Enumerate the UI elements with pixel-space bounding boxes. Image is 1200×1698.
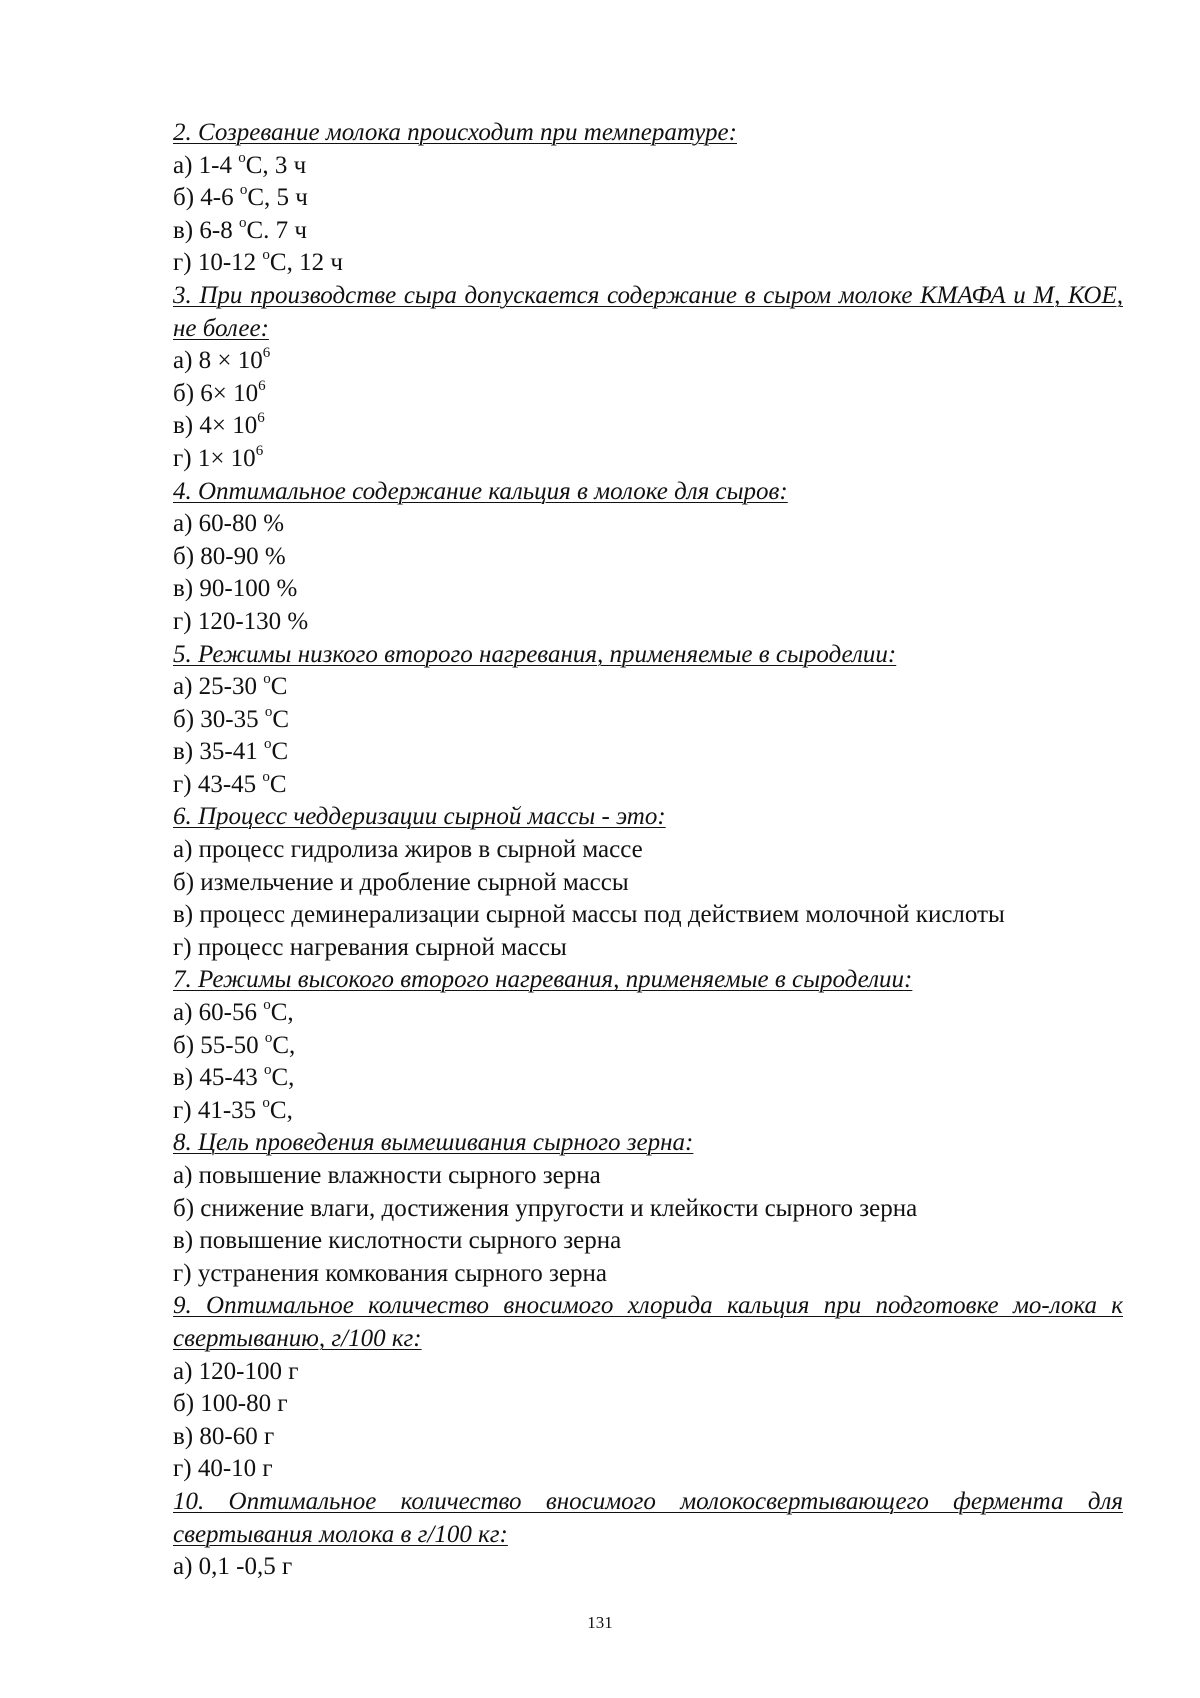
answer-option-unit: С, 3 ч — [245, 151, 307, 179]
answer-option-unit: С, 5 ч — [247, 184, 308, 212]
answer-option-unit: С. 7 ч — [246, 216, 307, 244]
question-block — [173, 280, 1123, 476]
answer-option — [173, 1421, 1123, 1454]
answer-option-unit: С, 12 ч — [269, 249, 343, 277]
answer-option — [173, 541, 1123, 574]
answer-option — [173, 997, 1123, 1030]
answer-option-text: а) повышение влажности сырного зерна — [173, 1162, 601, 1189]
answer-option-text: а) 1-4 — [173, 151, 239, 179]
answer-option — [173, 1453, 1123, 1486]
answer-option-text: в) 4× 10 — [173, 412, 258, 440]
answer-option-text: а) 25-30 — [173, 673, 264, 701]
answer-option-text: в) 90-100 % — [173, 575, 298, 603]
answer-option-unit: С — [270, 673, 288, 701]
answer-option-superscript: о — [264, 703, 273, 720]
answer-option-text: в) повышение кислотности сырного зерна — [173, 1227, 622, 1255]
answer-option-text: а) 60-56 — [173, 999, 264, 1027]
answer-option-text: а) 60-80 % — [173, 510, 285, 538]
question-text: 3. При производстве сыра допускается содержание в сыром молоке КМАФА и М, КОЕ, не более: — [173, 281, 1123, 342]
answer-option-superscript: о — [239, 182, 248, 199]
answer-option — [173, 182, 1123, 215]
question-block — [173, 639, 1123, 802]
answer-option-text: б) 6× 10 — [173, 379, 259, 407]
answer-option-unit: С, — [271, 1064, 295, 1092]
question-text: 6. Процесс чеддеризации сырной массы - это: — [173, 803, 666, 831]
question-block — [173, 964, 1123, 1127]
question-text: 5. Режимы низкого второго нагревания, применяемые в сыроделии: — [173, 640, 897, 668]
answer-option — [173, 769, 1123, 802]
answer-option-text: а) 120-100 г — [173, 1357, 299, 1385]
question-block — [173, 1486, 1123, 1584]
answer-option-text: в) 35-41 — [173, 738, 264, 766]
answer-option — [173, 671, 1123, 704]
answer-option-text: б) 55-50 — [173, 1031, 265, 1059]
answer-option-text: в) 6-8 — [173, 216, 239, 244]
question-text: 4. Оптимальное содержание кальция в молоке для сыров: — [173, 477, 788, 505]
answer-option-text: в) 45-43 — [173, 1064, 264, 1092]
document-body — [173, 117, 1123, 1584]
answer-option-text: б) 100-80 г — [173, 1390, 288, 1418]
answer-option — [173, 1062, 1123, 1095]
answer-option — [173, 899, 1123, 932]
answer-option — [173, 1095, 1123, 1128]
answer-option — [173, 834, 1123, 867]
answer-option — [173, 1193, 1123, 1226]
answer-option-text: г) устранения комкования сырного зерна — [173, 1259, 608, 1287]
answer-option-text: а) 8 × 10 — [173, 347, 263, 375]
answer-option-unit: С — [272, 705, 290, 733]
answer-option-text: б) 4-6 — [173, 184, 240, 212]
question-block — [173, 476, 1123, 639]
answer-option — [173, 215, 1123, 248]
answer-option-text: б) снижение влаги, достижения упругости и клейкости сырного зерна — [173, 1194, 918, 1222]
answer-option — [173, 1388, 1123, 1421]
answer-option-superscript: 6 — [258, 377, 266, 394]
question-block — [173, 1290, 1123, 1486]
answer-option — [173, 867, 1123, 900]
answer-option-text: г) 10-12 — [173, 249, 263, 277]
answer-option-unit: С, — [272, 1031, 296, 1059]
answer-option — [173, 1160, 1123, 1193]
answer-option-superscript: 6 — [255, 442, 264, 459]
answer-option-superscript: о — [262, 247, 270, 264]
question-text: 2. Созревание молока происходит при температуре: — [173, 119, 737, 146]
page-number: 131 — [587, 1613, 613, 1632]
question-block — [173, 801, 1123, 964]
answer-option-superscript: 6 — [257, 410, 265, 427]
answer-option-text: г) 41-35 — [173, 1096, 263, 1124]
answer-option-text: г) 40-10 г — [173, 1455, 273, 1483]
question-block — [173, 1127, 1123, 1290]
answer-option-text: г) 120-130 % — [173, 607, 309, 635]
answer-option-superscript: 6 — [262, 345, 271, 362]
answer-option — [173, 573, 1123, 606]
answer-option — [173, 1225, 1123, 1258]
answer-option — [173, 247, 1123, 280]
answer-option — [173, 345, 1123, 378]
answer-option — [173, 606, 1123, 639]
answer-option-superscript: о — [263, 736, 272, 753]
answer-option-text: б) 30-35 — [173, 705, 265, 733]
question-text: 9. Оптимальное количество вносимого хлорида кальция при подготовке мо-лока к свертыванию, г/100 кг: — [173, 1292, 1123, 1352]
answer-option — [173, 443, 1123, 476]
answer-option — [173, 508, 1123, 541]
answer-option-superscript: о — [238, 149, 246, 166]
answer-option-text: б) 80-90 % — [173, 542, 286, 570]
answer-option — [173, 1551, 1123, 1584]
answer-option-unit: С — [271, 738, 289, 766]
question-text: 10. Оптимальное количество вносимого молокосвертывающего фермента для свертывания молока в г/100 кг: — [173, 1487, 1123, 1548]
answer-option — [173, 1258, 1123, 1291]
answer-option-text: а) процесс гидролиза жиров в сырной массе — [173, 836, 643, 864]
answer-option-superscript: о — [263, 1062, 272, 1079]
answer-option-text: б) измельчение и дробление сырной массы — [173, 868, 629, 896]
answer-option-superscript: о — [262, 1094, 270, 1111]
answer-option-text: а) 0,1 -0,5 г — [173, 1553, 293, 1581]
answer-option-superscript: о — [263, 671, 271, 688]
answer-option-text: г) 1× 10 — [173, 444, 256, 472]
answer-option — [173, 1356, 1123, 1389]
answer-option-text: г) процесс нагревания сырной массы — [173, 933, 567, 961]
question-block — [173, 117, 1123, 280]
answer-option-superscript: о — [238, 214, 247, 231]
answer-option-superscript: о — [264, 1029, 273, 1046]
answer-option-unit: С, — [269, 1096, 293, 1124]
answer-option-text: г) 43-45 — [173, 770, 263, 798]
answer-option — [173, 704, 1123, 737]
answer-option-superscript: о — [262, 768, 270, 785]
answer-option-unit: С, — [270, 999, 294, 1027]
answer-option — [173, 378, 1123, 411]
answer-option — [173, 736, 1123, 769]
answer-option-text: в) процесс деминерализации сырной массы под действием молочной кислоты — [173, 901, 1005, 929]
answer-option-text: в) 80-60 г — [173, 1422, 275, 1450]
question-text: 8. Цель проведения вымешивания сырного зерна: — [173, 1129, 694, 1157]
answer-option — [173, 932, 1123, 965]
question-text: 7. Режимы высокого второго нагревания, применяемые в сыроделии: — [173, 966, 913, 994]
answer-option-superscript: о — [263, 997, 271, 1014]
answer-option — [173, 410, 1123, 443]
answer-option-unit: С — [269, 770, 287, 798]
answer-option — [173, 1030, 1123, 1063]
answer-option — [173, 150, 1123, 183]
